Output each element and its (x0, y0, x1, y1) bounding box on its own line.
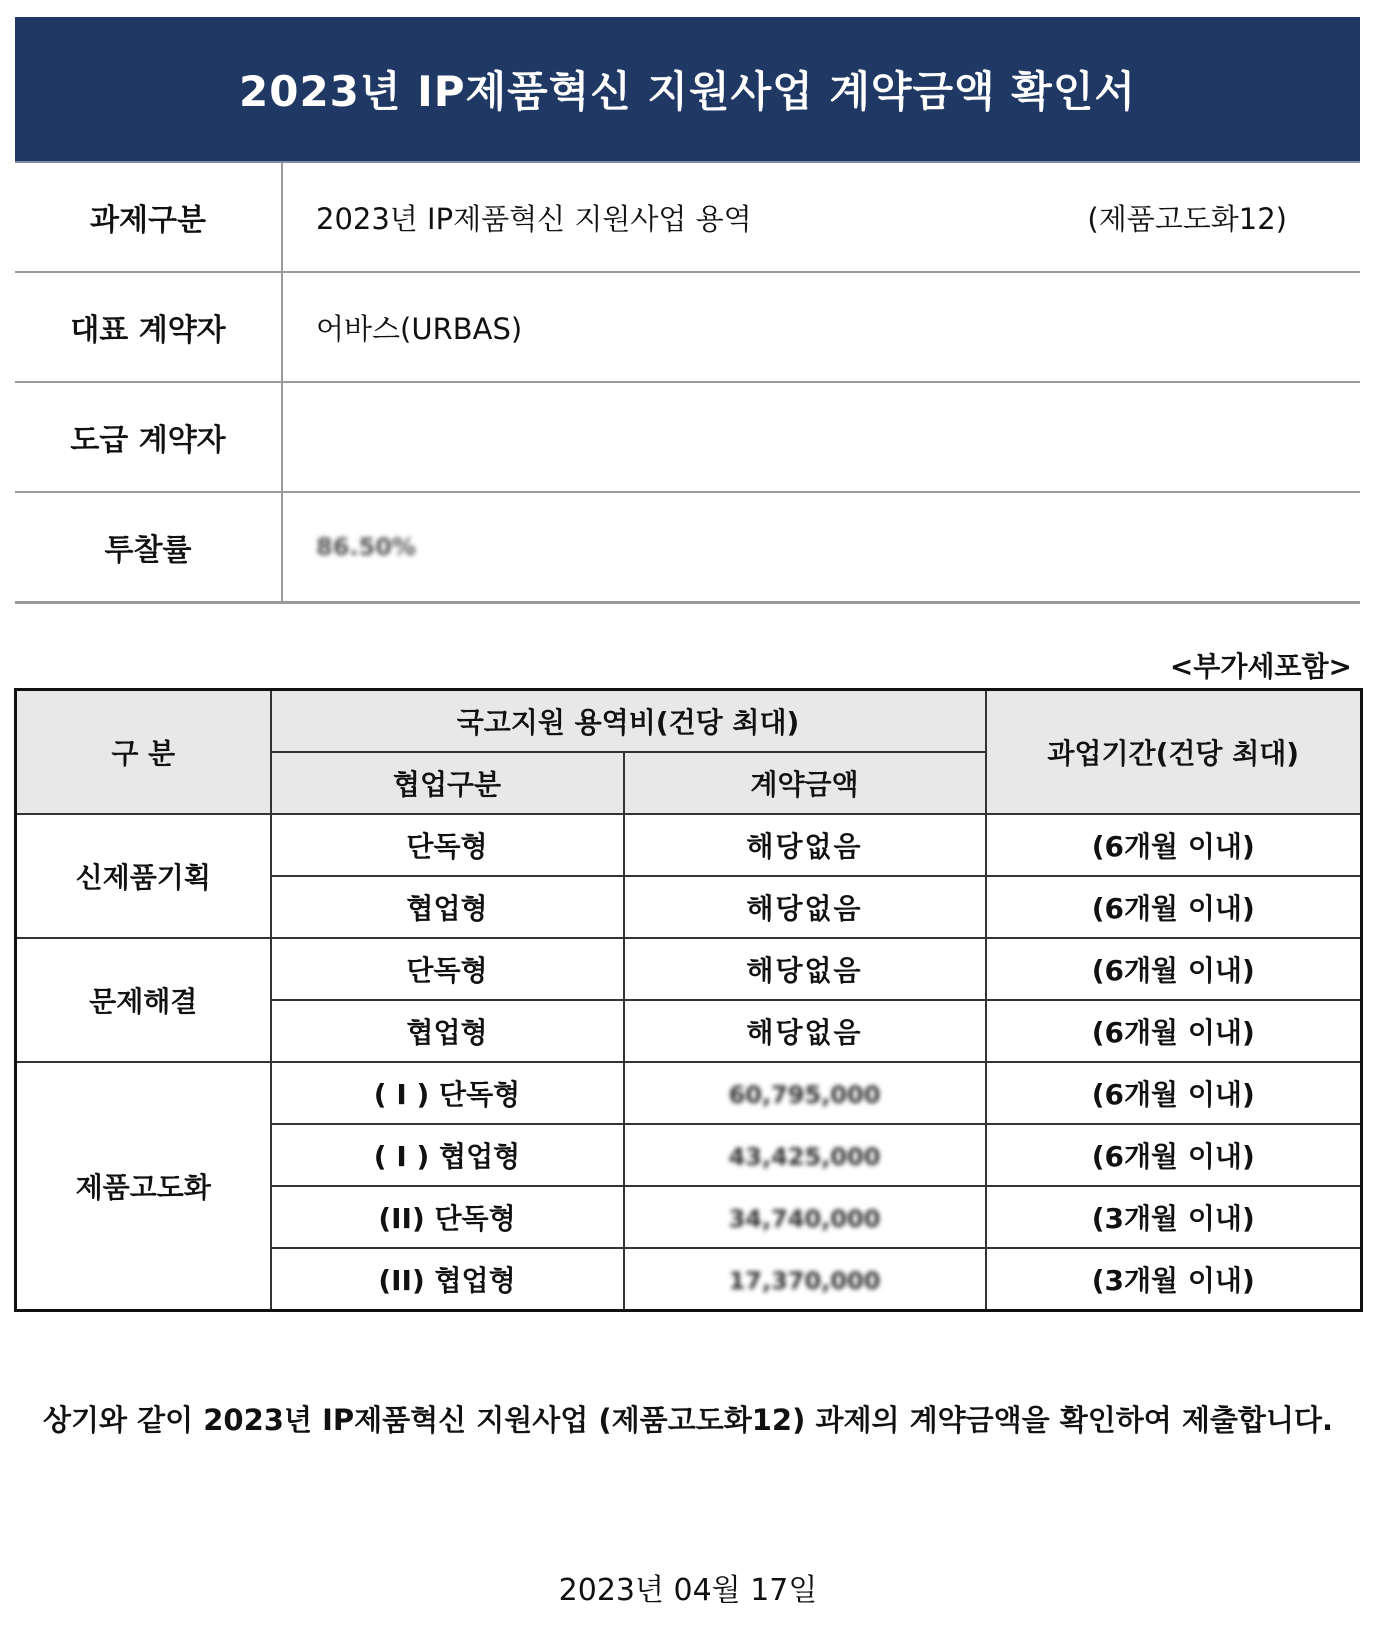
title-banner (15, 17, 1360, 163)
row-period: (6개월 이내) (986, 1000, 1362, 1062)
row-amount: 해당없음 (624, 1000, 986, 1062)
table-row (16, 1062, 1362, 1124)
document-date: 2023년 04월 17일 (558, 1573, 818, 1608)
row-amount-cell (624, 1186, 986, 1248)
row-amount-cell (624, 1062, 986, 1124)
sub-value (283, 383, 1360, 491)
confirmation-statement: 상기와 같이 2023년 IP제품혁신 지원사업 (제품고도화12) 과제의 계약금액을 확인하여 제출합니다. (42, 1403, 1333, 1437)
row-amount-cell (624, 1248, 986, 1311)
group-name: 제품고도화 (16, 1062, 271, 1311)
header-category: 구 분 (16, 690, 271, 815)
row-type: (II) 협업형 (271, 1248, 624, 1311)
row-amount: 60,795,000 (728, 1080, 881, 1109)
header-period: 과업기간(건당 최대) (986, 690, 1362, 815)
task-label: 과제구분 (15, 163, 283, 271)
row-type: 단독형 (271, 814, 624, 876)
row-period: (6개월 이내) (986, 814, 1362, 876)
info-row-subcontractor (15, 383, 1360, 493)
row-amount-cell (624, 1124, 986, 1186)
row-period: (6개월 이내) (986, 876, 1362, 938)
rate-value: 86.50% (316, 533, 416, 561)
row-amount: 해당없음 (624, 814, 986, 876)
row-period: (6개월 이내) (986, 938, 1362, 1000)
vat-note: <부가세포함> (1169, 650, 1352, 683)
header-coop: 협업구분 (271, 752, 624, 814)
row-amount: 34,740,000 (728, 1204, 881, 1233)
row-period: (3개월 이내) (986, 1248, 1362, 1311)
group-name: 신제품기획 (16, 814, 271, 938)
row-type: ( I ) 협업형 (271, 1124, 624, 1186)
table-row (16, 814, 1362, 876)
sub-label: 도급 계약자 (15, 383, 283, 491)
row-type: 협업형 (271, 876, 624, 938)
info-row-bid-rate (15, 493, 1360, 604)
contract-table (14, 688, 1363, 1312)
rate-value-cell (283, 493, 1360, 601)
row-amount: 43,425,000 (728, 1142, 881, 1171)
group-name: 문제해결 (16, 938, 271, 1062)
row-type: 협업형 (271, 1000, 624, 1062)
task-value-cell (283, 163, 1360, 271)
task-value: 2023년 IP제품혁신 지원사업 용역 (316, 201, 752, 236)
row-period: (6개월 이내) (986, 1124, 1362, 1186)
row-period: (6개월 이내) (986, 1062, 1362, 1124)
header-cost: 국고지원 용역비(건당 최대) (271, 690, 986, 753)
rate-label: 투찰률 (15, 493, 283, 601)
row-amount: 해당없음 (624, 876, 986, 938)
task-suffix: (제품고도화12) (1087, 201, 1287, 236)
row-type: 단독형 (271, 938, 624, 1000)
info-row-task (15, 163, 1360, 273)
table-row (16, 938, 1362, 1000)
info-table (15, 163, 1360, 604)
row-type: (II) 단독형 (271, 1186, 624, 1248)
row-type: ( I ) 단독형 (271, 1062, 624, 1124)
rep-value: 어바스(URBAS) (316, 311, 523, 346)
document-title: 2023년 IP제품혁신 지원사업 계약금액 확인서 (239, 67, 1136, 116)
rep-label: 대표 계약자 (15, 273, 283, 381)
header-amount: 계약금액 (624, 752, 986, 814)
row-amount: 해당없음 (624, 938, 986, 1000)
row-amount: 17,370,000 (728, 1266, 881, 1295)
info-row-representative (15, 273, 1360, 383)
row-period: (3개월 이내) (986, 1186, 1362, 1248)
